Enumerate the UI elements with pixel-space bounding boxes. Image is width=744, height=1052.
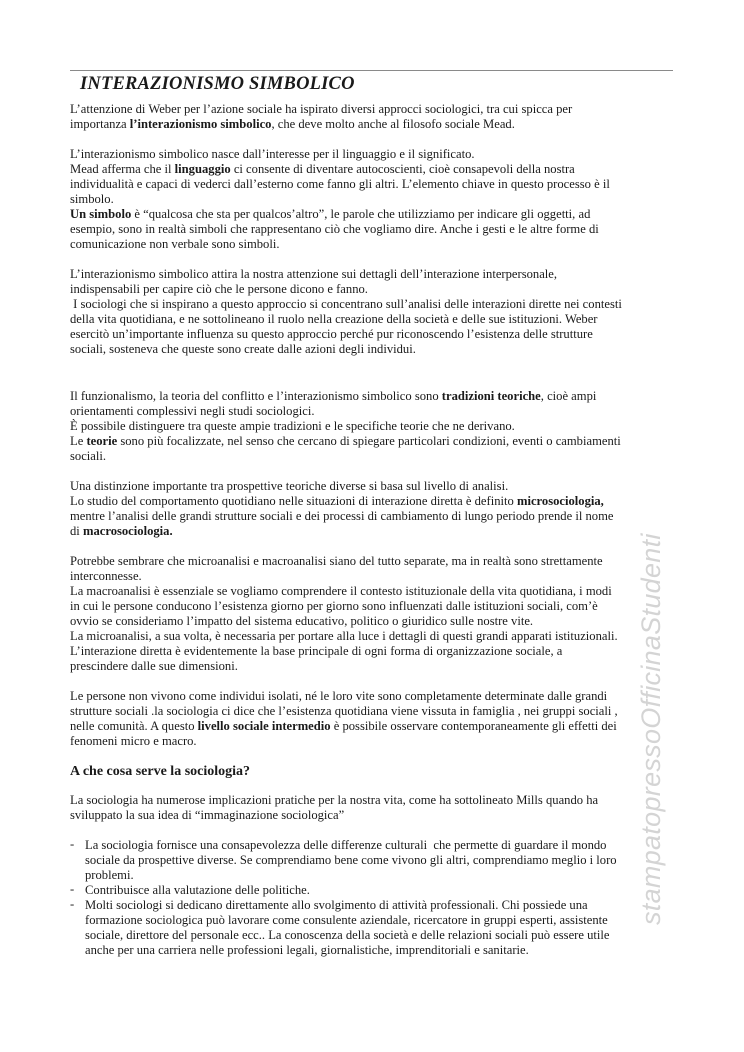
text-line bbox=[70, 853, 685, 868]
text-line bbox=[70, 312, 685, 327]
text-segment: indispensabili per capire ciò che le persone dicono e fanno. bbox=[70, 282, 368, 296]
text-segment: I sociologi che si inspirano a questo approccio si concentrano sull’analisi delle interazioni dirette nei contesti bbox=[70, 297, 622, 311]
text-line bbox=[70, 117, 685, 132]
text-line bbox=[70, 494, 685, 509]
text-line bbox=[70, 868, 685, 883]
text-segment: nelle comunità. A questo bbox=[70, 719, 198, 733]
text-segment: L’interazionismo simbolico attira la nostra attenzione sui dettagli dell’interazione interpersonale, bbox=[70, 267, 558, 281]
text-line bbox=[70, 808, 685, 823]
text-line bbox=[70, 659, 685, 674]
text-line bbox=[70, 479, 685, 494]
text-line bbox=[70, 734, 685, 749]
text-segment: orientamenti complessivi negli studi sociologici. bbox=[70, 404, 315, 418]
text-segment: La macroanalisi è essenziale se vogliamo comprendere il contesto istituzionale della vita quotidiana, i modi bbox=[70, 584, 612, 598]
text-line bbox=[70, 237, 685, 252]
text-line bbox=[70, 434, 685, 449]
text-segment: Il funzionalismo, la teoria del conflitto e l’interazionismo simbolico sono bbox=[70, 389, 442, 403]
text-line bbox=[70, 913, 685, 928]
text-line bbox=[70, 704, 685, 719]
spacer bbox=[70, 132, 685, 147]
text-line bbox=[70, 943, 685, 958]
text-line bbox=[70, 599, 685, 614]
text-segment: Molti sociologi si dedicano direttamente allo svolgimento di attività professionali. Chi possiede una bbox=[85, 898, 588, 912]
bullet-dash-icon: - bbox=[70, 837, 75, 851]
text-segment: L’interazione diretta è evidentemente la base principale di ogni forma di organizzazione sociale, a bbox=[70, 644, 563, 658]
text-segment: è possibile osservare contemporaneamente gli effetti dei bbox=[330, 719, 617, 733]
text-segment: Le persone non vivono come individui isolati, né le loro vite sono completamente determinate dalle grandi bbox=[70, 689, 608, 703]
text-line bbox=[70, 192, 685, 207]
bold-term: l’interazionismo simbolico bbox=[129, 117, 272, 131]
text-segment: di bbox=[70, 524, 83, 538]
spacer bbox=[70, 823, 685, 838]
text-segment: A che cosa serve la sociologia? bbox=[70, 764, 251, 779]
text-line bbox=[70, 297, 685, 312]
section-heading bbox=[70, 763, 685, 781]
text-segment: La sociologia ha numerose implicazioni pratiche per la nostra vita, come ha sottolineato Mills quando ha bbox=[70, 793, 599, 807]
text-segment: formazione sociologica può lavorare come consulente aziendale, ricercatore in gruppi esperti, assistente bbox=[85, 913, 608, 927]
text-segment: Lo studio del comportamento quotidiano nelle situazioni di interazione diretta è definito bbox=[70, 494, 517, 508]
text-segment: in cui le persone conducono l’esistenza giorno per giorno sono influenzati dalle istituzioni sociali, com’è bbox=[70, 599, 598, 613]
text-segment: Mead afferma che il bbox=[70, 162, 175, 176]
text-segment: , che deve molto anche al filosofo sociale Mead. bbox=[271, 117, 515, 131]
text-line bbox=[70, 147, 685, 162]
watermark: stampatopressoOfficinaStudenti bbox=[636, 533, 666, 925]
bold-term: teorie bbox=[86, 434, 118, 448]
document-body bbox=[70, 102, 685, 958]
text-segment: importanza bbox=[70, 117, 130, 131]
text-segment: Una distinzione importante tra prospettive teoriche diverse si basa sul livello di analisi. bbox=[70, 479, 509, 493]
text-segment: L’interazionismo simbolico nasce dall’interesse per il linguaggio e il significato. bbox=[70, 147, 475, 161]
text-line bbox=[70, 342, 685, 357]
text-segment: esercitò un’importante influenza su questo approccio perché pur riconoscendo l’esistenza delle strutture bbox=[70, 327, 593, 341]
bullet-item bbox=[70, 898, 685, 913]
text-segment: anche per una carriera nelle professioni legali, giornalistiche, imprenditoriali e sanitarie. bbox=[85, 943, 529, 957]
text-segment: esempio, sono in realtà simboli che rappresentano ciò che vogliamo dire. Anche i gesti e le altre forme di bbox=[70, 222, 599, 236]
bullet-dash-icon: - bbox=[70, 882, 75, 896]
text-segment: ovvio se consideriamo l’impatto del sistema educativo, politico o giuridico sulle nostre vite. bbox=[70, 614, 534, 628]
bullet-item bbox=[70, 838, 685, 853]
text-line bbox=[70, 162, 685, 177]
text-segment: La sociologia fornisce una consapevolezza delle differenze culturali che permette di guardare il mondo bbox=[85, 838, 607, 852]
bold-term: livello sociale intermedio bbox=[197, 719, 331, 733]
text-segment: è “qualcosa che sta per qualcos’altro”, le parole che utilizziamo per indicare gli oggetti, ad bbox=[131, 207, 591, 221]
text-line bbox=[70, 614, 685, 629]
text-segment: sociali. bbox=[70, 449, 107, 463]
spacer bbox=[70, 464, 685, 479]
bold-term: linguaggio bbox=[174, 162, 231, 176]
text-line bbox=[70, 267, 685, 282]
text-segment: sono più focalizzate, nel senso che cercano di spiegare particolari condizioni, eventi o cambiamenti bbox=[117, 434, 621, 448]
text-segment: interconnesse. bbox=[70, 569, 142, 583]
text-line bbox=[70, 569, 685, 584]
text-line bbox=[70, 177, 685, 192]
text-line bbox=[70, 389, 685, 404]
text-segment: È possibile distinguere tra queste ampie tradizioni e le specifiche teorie che ne derivano. bbox=[70, 419, 515, 433]
text-line bbox=[70, 554, 685, 569]
text-segment: Le bbox=[70, 434, 87, 448]
document-title: INTERAZIONISMO SIMBOLICO bbox=[80, 74, 355, 94]
text-line bbox=[70, 282, 685, 297]
text-segment: individualità e capaci di vederci dall’esterno come fanno gli altri. L’elemento chiave in questo processo è il bbox=[70, 177, 610, 191]
text-segment: sociale da prospettive diverse. Se comprendiamo bene come vivono gli altri, comprendiamo meglio i loro bbox=[85, 853, 617, 867]
spacer bbox=[70, 252, 685, 267]
text-line bbox=[70, 449, 685, 464]
spacer bbox=[70, 357, 685, 389]
bullet-dash-icon: - bbox=[70, 897, 75, 911]
text-line bbox=[70, 928, 685, 943]
text-line bbox=[70, 689, 685, 704]
bold-term: microsociologia, bbox=[516, 494, 604, 508]
text-line bbox=[70, 509, 685, 524]
text-line bbox=[70, 207, 685, 222]
bold-term: Un simbolo bbox=[70, 207, 132, 221]
spacer bbox=[70, 539, 685, 554]
text-segment: sviluppato la sua idea di “immaginazione sociologica” bbox=[70, 808, 345, 822]
text-line bbox=[70, 793, 685, 808]
text-line bbox=[70, 404, 685, 419]
text-segment: ci consente di diventare autocoscienti, cioè consapevoli della nostra bbox=[230, 162, 575, 176]
bold-term: macrosociologia. bbox=[82, 524, 173, 538]
text-segment: sociali, sosteneva che queste sono create dalle azioni degli individui. bbox=[70, 342, 416, 356]
text-line bbox=[70, 222, 685, 237]
text-line bbox=[70, 327, 685, 342]
text-segment: fenomeni micro e macro. bbox=[70, 734, 197, 748]
text-segment: Potrebbe sembrare che microanalisi e macroanalisi siano del tutto separate, ma in realtà sono strettamente bbox=[70, 554, 603, 568]
text-segment: comunicazione non verbale sono simboli. bbox=[70, 237, 280, 251]
text-segment: , cioè ampi bbox=[540, 389, 597, 403]
text-line bbox=[70, 629, 685, 644]
text-segment: prescindere dalle sue dimensioni. bbox=[70, 659, 238, 673]
text-segment: Contribuisce alla valutazione delle politiche. bbox=[85, 883, 310, 897]
spacer bbox=[70, 674, 685, 689]
top-rule bbox=[70, 70, 673, 71]
text-segment: La microanalisi, a sua volta, è necessaria per portare alla luce i dettagli di questi grandi apparati istituzionali. bbox=[70, 629, 618, 643]
text-line bbox=[70, 644, 685, 659]
text-line bbox=[70, 719, 685, 734]
text-segment: problemi. bbox=[85, 868, 134, 882]
bold-term: tradizioni teoriche bbox=[441, 389, 541, 403]
text-segment: strutture sociali .la sociologia ci dice che l’esistenza quotidiana viene vissuta in famiglia , nei gruppi sociali , bbox=[70, 704, 618, 718]
text-segment: sociale, direttore del personale ecc.. La conoscenza della società e delle relazioni sociali può essere utile bbox=[85, 928, 610, 942]
text-segment: mentre l’analisi delle grandi strutture sociali e dei processi di cambiamento di lungo periodo prende il nome bbox=[70, 509, 614, 523]
text-segment: L’attenzione di Weber per l’azione sociale ha ispirato diversi approcci sociologici, tra cui spicca per bbox=[70, 102, 573, 116]
text-segment: simbolo. bbox=[70, 192, 114, 206]
text-line bbox=[70, 419, 685, 434]
text-line bbox=[70, 102, 685, 117]
text-line bbox=[70, 584, 685, 599]
bullet-item bbox=[70, 883, 685, 898]
text-segment: della vita quotidiana, e ne sottolineano il ruolo nella creazione della società e delle sue istituzioni. Weber bbox=[70, 312, 598, 326]
text-line bbox=[70, 524, 685, 539]
